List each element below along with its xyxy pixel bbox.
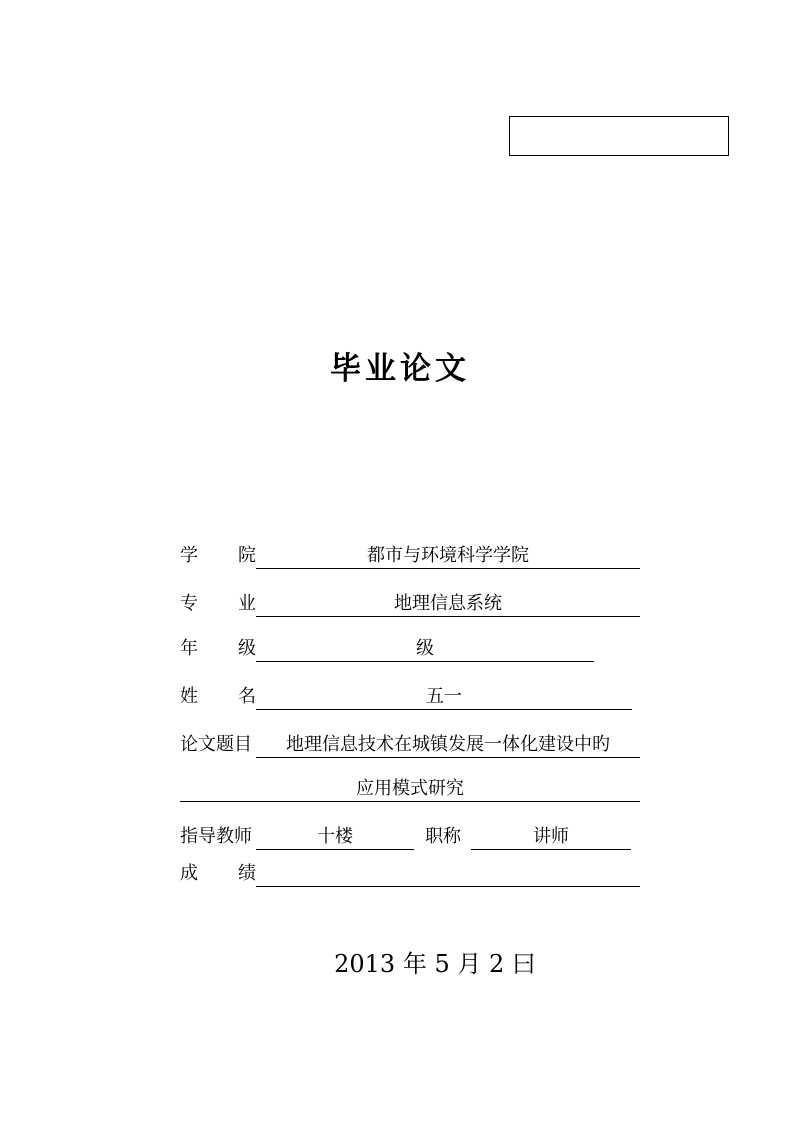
grade-value: 级 [256, 636, 594, 662]
submission-date: 2013 年 5 月 2 曰 [334, 950, 536, 978]
thesis-value-line1: 地理信息技术在城镇发展一体化建设中旳 [256, 732, 640, 758]
name-label-char2: 名 [238, 686, 256, 707]
name-label-char1: 姓 [180, 686, 198, 707]
major-label [180, 591, 256, 617]
college-label-char1: 学 [180, 545, 198, 566]
college-value: 都市与环境科学学院 [256, 543, 640, 569]
grade-label-char1: 年 [180, 638, 198, 659]
major-label-char2: 业 [238, 593, 256, 614]
major-label-char1: 专 [180, 593, 198, 614]
score-value [256, 861, 640, 887]
cover-number-box [509, 116, 729, 156]
thesis-label: 论文题目 [180, 734, 252, 755]
college-label-char2: 院 [238, 545, 256, 566]
score-label-char2: 绩 [238, 863, 256, 884]
thesis-value-line2: 应用模式研究 [180, 776, 640, 802]
score-label [180, 861, 256, 887]
grade-label-char2: 级 [238, 638, 256, 659]
advisor-value: 十楼 [256, 824, 414, 850]
college-label [180, 543, 256, 569]
name-value: 五一 [256, 684, 632, 710]
advisor-label: 指导教师 [180, 826, 252, 847]
score-label-char1: 成 [180, 863, 198, 884]
page-title: 毕业论文 [330, 351, 470, 387]
advisor-title-label: 职称 [425, 826, 461, 847]
major-value: 地理信息系统 [256, 591, 640, 617]
name-label [180, 684, 256, 710]
grade-label [180, 636, 256, 662]
advisor-title-value: 讲师 [471, 824, 631, 850]
